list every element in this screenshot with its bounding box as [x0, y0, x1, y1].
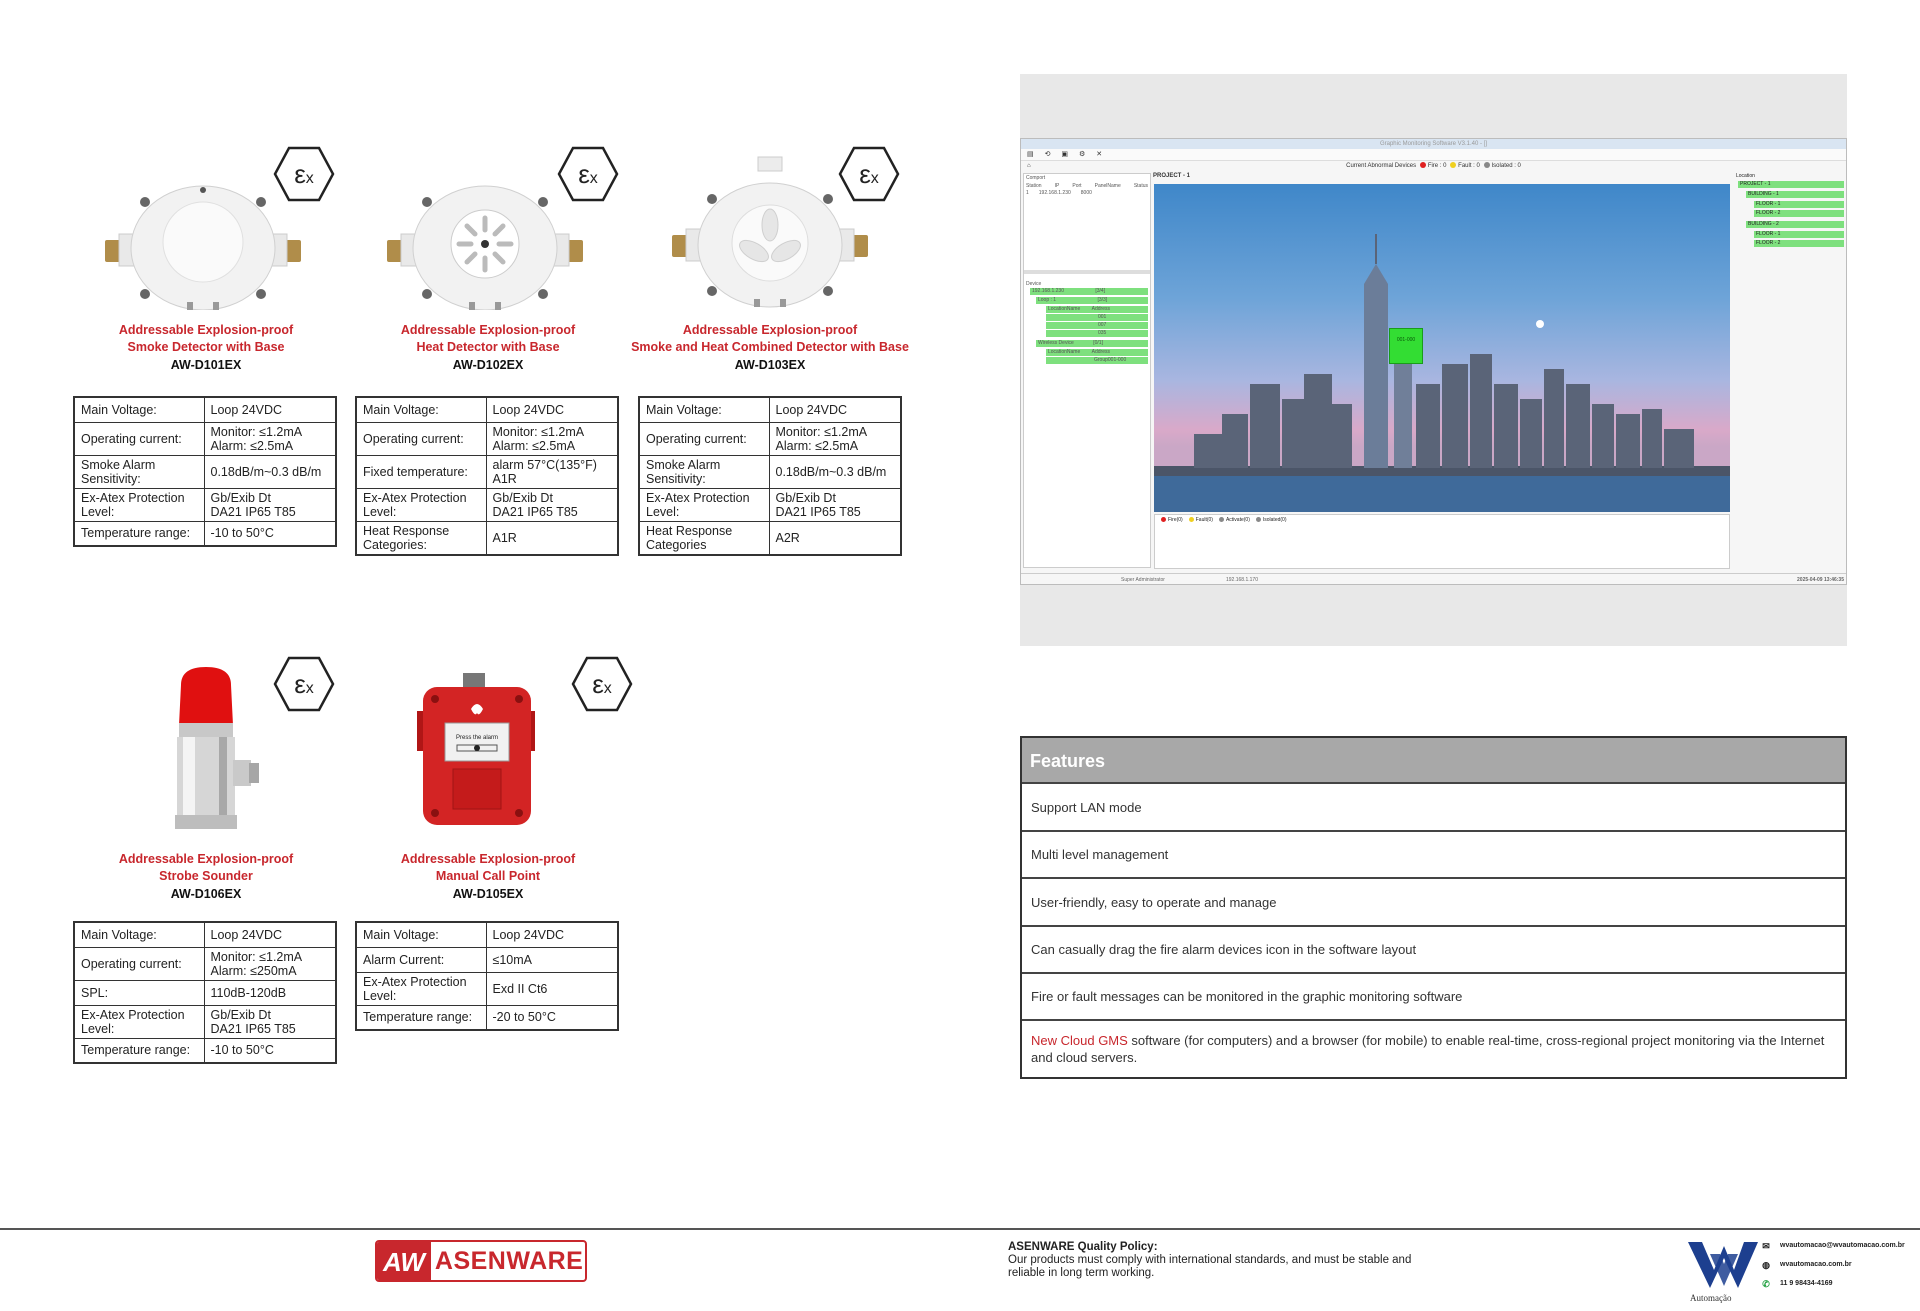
app-toolbar [1021, 149, 1846, 161]
spec-row [639, 455, 901, 488]
tree-loop-row[interactable]: Loop : 1 [3/3] [1036, 297, 1148, 304]
location-tree-item[interactable]: BUILDING - 2 [1746, 221, 1844, 228]
product-title: Addressable Explosion-proof Manual Call Point [400, 852, 576, 883]
mcp-label: Press the alarm [455, 735, 499, 741]
svg-text:εx: εx [592, 669, 612, 699]
spec-value: Loop 24VDC [769, 397, 901, 422]
tree-header-row: LocationName Address [1046, 349, 1148, 356]
product-model: AW-D106EX [170, 887, 242, 901]
document-icon[interactable]: ▣ [1061, 151, 1069, 158]
spec-row [74, 455, 336, 488]
feature-item: Support LAN mode [1022, 782, 1845, 830]
feature-item: Can casually drag the fire alarm devices icon in the software layout [1022, 925, 1845, 972]
spec-label: Fixed temperature: [356, 455, 486, 488]
spec-row [356, 422, 618, 455]
spec-row [639, 521, 901, 555]
location-tree-pane: Location PROJECT - 1 BUILDING - 1 FLOOR - 1 FLOOR - 2 BUILDING - 2 FLOOR - 1 FLOOR - 2 [1734, 173, 1846, 568]
tab-fire[interactable]: Fire(0) [1159, 517, 1183, 523]
tab-activate[interactable]: Activate(0) [1217, 517, 1250, 523]
feature-item: User-friendly, easy to operate and manage [1022, 877, 1845, 925]
spec-value: -20 to 50°C [486, 1005, 618, 1030]
close-icon[interactable]: ✕ [1096, 151, 1103, 158]
product-smoke-detector [73, 140, 339, 575]
product-model: AW-D101EX [170, 358, 242, 372]
location-tree-item[interactable]: BUILDING - 1 [1746, 191, 1844, 198]
spec-label: Main Voltage: [356, 397, 486, 422]
spec-value: 0.18dB/m~0.3 dB/m [204, 455, 336, 488]
feature-item: Multi level management [1022, 830, 1845, 877]
product-model: AW-D103EX [734, 358, 806, 372]
spec-value: ≤10mA [486, 947, 618, 972]
spec-row [356, 521, 618, 555]
ex-certification-icon [557, 145, 619, 203]
project-title: PROJECT - 1 [1153, 173, 1191, 179]
abnormal-status-bar: ⌂ Current Abnormal Devices Fire : 0 Fault : 0 Isolated : 0 [1021, 161, 1846, 172]
spec-label: Smoke Alarm Sensitivity: [639, 455, 769, 488]
fault-dot-icon [1450, 162, 1456, 168]
location-tree-item[interactable]: FLOOR - 2 [1754, 210, 1844, 217]
tree-address-row[interactable]: 035 [1046, 330, 1148, 337]
product-manual-call-point [355, 655, 621, 1075]
spec-row [356, 947, 618, 972]
isolated-dot-icon [1484, 162, 1490, 168]
location-tree-item[interactable]: FLOOR - 1 [1754, 201, 1844, 208]
tab-isolated[interactable]: Isolated(0) [1254, 517, 1287, 523]
whatsapp-icon: ✆ [1762, 1278, 1770, 1289]
spec-label: Smoke Alarm Sensitivity: [74, 455, 204, 488]
spec-row [74, 422, 336, 455]
spec-label: Heat Response Categories [639, 521, 769, 555]
spec-value: 110dB-120dB [204, 980, 336, 1005]
svg-text:εx: εx [294, 669, 314, 699]
spec-label: Operating current: [356, 422, 486, 455]
spec-row [356, 488, 618, 521]
home-icon[interactable]: ⌂ [1027, 163, 1031, 169]
location-tree-item[interactable]: FLOOR - 2 [1754, 240, 1844, 247]
spec-row [356, 972, 618, 1005]
fire-dot-icon [1420, 162, 1426, 168]
spec-value: Gb/Exib Dt DA21 IP65 T85 [204, 1005, 336, 1038]
spec-value: A1R [486, 521, 618, 555]
cloud-gms-highlight: New Cloud GMS [1031, 1033, 1128, 1048]
spec-label: Main Voltage: [356, 922, 486, 947]
spec-label: Operating current: [74, 947, 204, 980]
heat-detector-image [385, 160, 585, 310]
website-link[interactable]: wvautomacao.com.br [1780, 1261, 1852, 1268]
refresh-icon[interactable]: ⟲ [1044, 151, 1051, 158]
spec-table [638, 396, 902, 556]
ex-certification-icon [273, 145, 335, 203]
spec-value: Monitor: ≤1.2mA Alarm: ≤2.5mA [486, 422, 618, 455]
spec-value: -10 to 50°C [204, 1038, 336, 1063]
spec-value: A2R [769, 521, 901, 555]
spec-row [74, 947, 336, 980]
monitoring-software-window [1020, 138, 1847, 585]
features-title: Features [1022, 738, 1845, 782]
floor-plan-map[interactable] [1154, 184, 1730, 512]
device-icon-on-map[interactable]: 001-000 [1389, 328, 1423, 364]
spec-value: Gb/Exib Dt DA21 IP65 T85 [486, 488, 618, 521]
spec-label: Alarm Current: [356, 947, 486, 972]
spec-label: Ex-Atex Protection Level: [639, 488, 769, 521]
spec-value: -10 to 50°C [204, 521, 336, 546]
product-heat-detector [355, 140, 621, 575]
alarm-tabs-panel [1154, 514, 1730, 569]
tree-ip-row[interactable]: 192.168.1.230 [3/4] [1030, 288, 1148, 295]
spec-label: Ex-Atex Protection Level: [74, 488, 204, 521]
product-strobe-sounder [73, 655, 339, 1075]
spec-table [73, 396, 337, 547]
ex-certification-icon [838, 145, 900, 203]
features-panel [1020, 736, 1847, 1079]
spec-value: Gb/Exib Dt DA21 IP65 T85 [204, 488, 336, 521]
spec-row [639, 488, 901, 521]
spec-label: Ex-Atex Protection Level: [356, 488, 486, 521]
footer-divider [0, 1228, 1920, 1230]
ex-certification-icon [273, 655, 335, 713]
email-link[interactable]: wvautomacao@wvautomacao.com.br [1780, 1242, 1905, 1249]
spec-table [73, 921, 337, 1064]
svg-text:εx: εx [859, 159, 879, 189]
spec-value: alarm 57°C(135°F) A1R [486, 455, 618, 488]
tree-address-row[interactable]: Group001-000 [1046, 357, 1148, 364]
spec-row [356, 1005, 618, 1030]
product-model: AW-D105EX [452, 887, 524, 901]
spec-label: Operating current: [639, 422, 769, 455]
reseller-caption: Automação [1690, 1293, 1732, 1303]
spec-row [356, 455, 618, 488]
svg-text:εx: εx [294, 159, 314, 189]
spec-value: Monitor: ≤1.2mA Alarm: ≤2.5mA [204, 422, 336, 455]
spec-row [356, 922, 618, 947]
tree-wireless-row[interactable]: Wireless Device [0/1] [1036, 340, 1148, 347]
spec-row [356, 397, 618, 422]
spec-label: Heat Response Categories: [356, 521, 486, 555]
spec-row [74, 521, 336, 546]
spec-value: Loop 24VDC [204, 397, 336, 422]
product-title: Addressable Explosion-proof Smoke Detector with Base [118, 323, 294, 354]
globe-icon: ◍ [1762, 1259, 1770, 1270]
spec-label: Main Voltage: [74, 922, 204, 947]
spec-value: Exd II Ct6 [486, 972, 618, 1005]
manual-call-point-image [413, 673, 543, 833]
spec-row [74, 980, 336, 1005]
asenware-logo: AW ASENWARE [375, 1240, 587, 1282]
spec-table [355, 921, 619, 1031]
ex-certification-icon [571, 655, 633, 713]
tree-header-row: LocationName Address [1046, 306, 1148, 313]
spec-label: Main Voltage: [639, 397, 769, 422]
spec-row [74, 1038, 336, 1063]
svg-text:εx: εx [578, 159, 598, 189]
spec-label: Temperature range: [356, 1005, 486, 1030]
product-title: Addressable Explosion-proof Heat Detector with Base [400, 323, 576, 354]
spec-value: Loop 24VDC [204, 922, 336, 947]
spec-value: Loop 24VDC [486, 397, 618, 422]
gear-icon[interactable]: ⚙ [1078, 151, 1086, 158]
phone-link[interactable]: 11 9 98434-4169 [1780, 1280, 1833, 1287]
window-title: Graphic Monitoring Software V3.1.40 - [] [1021, 139, 1846, 149]
reseller-contacts [1760, 1236, 1905, 1293]
spec-row [74, 1005, 336, 1038]
spec-label: Operating current: [74, 422, 204, 455]
spec-value: Monitor: ≤1.2mA Alarm: ≤250mA [204, 947, 336, 980]
spec-row [74, 922, 336, 947]
spec-value: Monitor: ≤1.2mA Alarm: ≤2.5mA [769, 422, 901, 455]
spec-value: Loop 24VDC [486, 922, 618, 947]
spec-label: Temperature range: [74, 1038, 204, 1063]
product-model: AW-D102EX [452, 358, 524, 372]
spec-row [639, 397, 901, 422]
product-title: Addressable Explosion-proof Smoke and Heat Combined Detector with Base [631, 323, 909, 354]
spec-row [74, 397, 336, 422]
product-title: Addressable Explosion-proof Strobe Sounder [118, 852, 294, 883]
spec-label: Temperature range: [74, 521, 204, 546]
quality-policy: ASENWARE Quality Policy: Our products must comply with international standards, and must be stable and reliable in long term working. [1008, 1241, 1412, 1279]
product-combined-detector [620, 140, 920, 575]
tree-address-row[interactable]: 001 [1046, 314, 1148, 321]
software-screenshot [1020, 74, 1847, 646]
email-icon: ✉ [1762, 1240, 1770, 1251]
spec-table [355, 396, 619, 556]
location-tree-item[interactable]: PROJECT - 1 [1738, 181, 1844, 188]
spec-value: 0.18dB/m~0.3 dB/m [769, 455, 901, 488]
device-tree-pane: Comport Station IP Port PanelName Status 1 192.168.1.230 8000 Device 192.168.1.230 [3/4] Loop : 1 [3/3] LocationName Address 001 007 035 Wireless Device [0/1] LocationName Address Group001-000 [1023, 173, 1151, 568]
location-tree-item[interactable]: FLOOR - 1 [1754, 231, 1844, 238]
spec-label: Ex-Atex Protection Level: [74, 1005, 204, 1038]
spec-label: SPL: [74, 980, 204, 1005]
menu-icon[interactable]: ▤ [1027, 151, 1034, 158]
spec-value: Gb/Exib Dt DA21 IP65 T85 [769, 488, 901, 521]
tree-address-row[interactable]: 007 [1046, 322, 1148, 329]
spec-row [74, 488, 336, 521]
strobe-sounder-image [163, 665, 273, 835]
spec-row [639, 422, 901, 455]
spec-label: Main Voltage: [74, 397, 204, 422]
tab-fault[interactable]: Fault(0) [1187, 517, 1213, 523]
feature-item-cloud: New Cloud GMS software (for computers) and a browser (for mobile) to enable real-time, cross-regional project monitoring via the Internet and cloud servers. [1022, 1019, 1845, 1077]
feature-item: Fire or fault messages can be monitored in the graphic monitoring software [1022, 972, 1845, 1019]
app-status-footer: Super Administrator 192.168.1.170 2025-04-09 13:46:35 [1021, 573, 1846, 585]
spec-label: Ex-Atex Protection Level: [356, 972, 486, 1005]
